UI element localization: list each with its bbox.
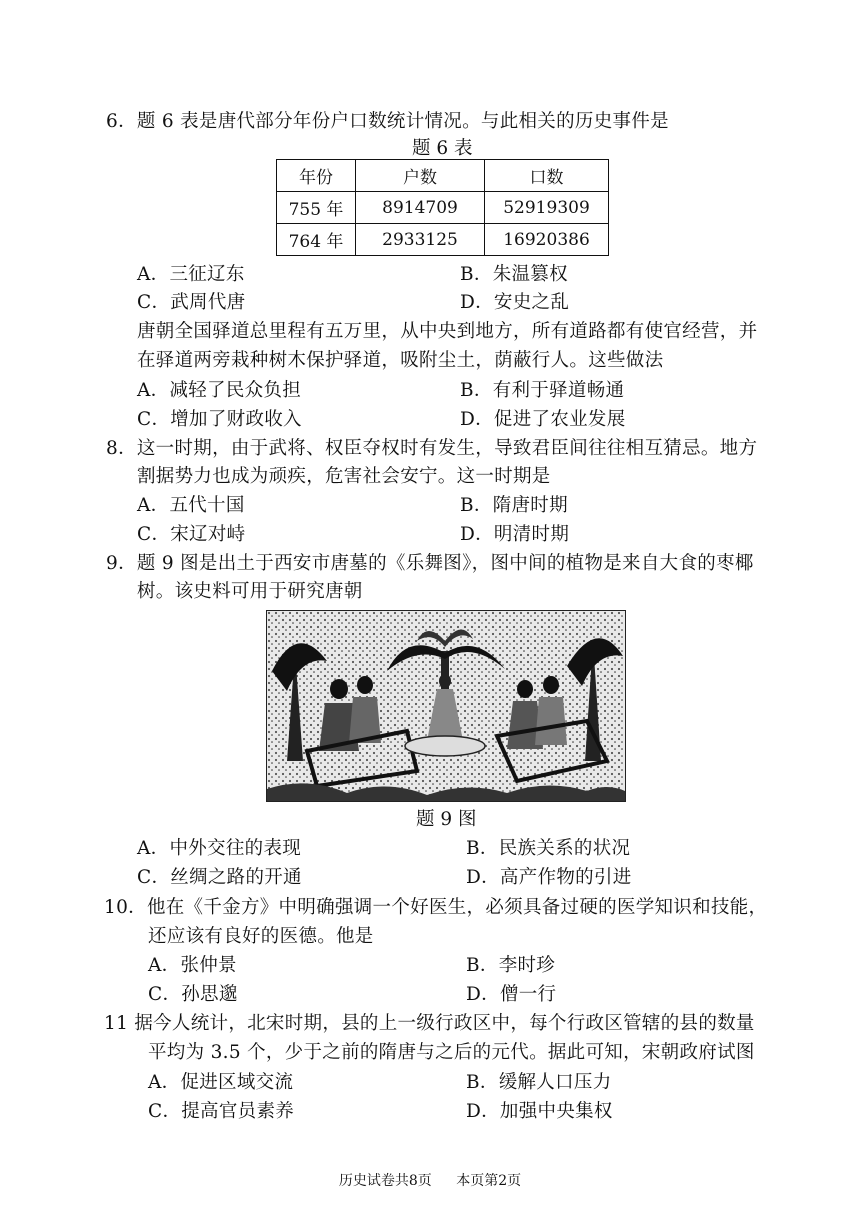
mural-illustration xyxy=(267,611,625,801)
q9-option-d: D．高产作物的引进 xyxy=(466,867,632,888)
table-cell: 2933125 xyxy=(356,224,485,256)
q10-option-d: D．僧一行 xyxy=(466,984,557,1005)
figure-9-caption: 题 9 图 xyxy=(416,809,477,830)
table-cell: 16920386 xyxy=(485,224,609,256)
q6-option-a: A．三征辽东 xyxy=(137,264,245,285)
q9-option-a: A．中外交往的表现 xyxy=(137,838,302,859)
q7-option-a: A．减轻了民众负担 xyxy=(137,380,302,401)
q10-option-c: C．孙思邈 xyxy=(148,984,238,1005)
table-row xyxy=(277,224,609,256)
footer-total-pages: 历史试卷共8页 xyxy=(338,1173,432,1189)
q10-option-b: B．李时珍 xyxy=(466,955,556,976)
footer-page-number: 本页第2页 xyxy=(456,1173,522,1189)
q10-stem-line2: 还应该有良好的医德。他是 xyxy=(148,926,374,947)
table-cell: 764 年 xyxy=(277,224,356,256)
q8-option-a: A．五代十国 xyxy=(137,495,245,516)
q9-option-b: B．民族关系的状况 xyxy=(466,838,631,859)
q9-stem-line1: 9．题 9 图是出土于西安市唐墓的《乐舞图》，图中间的植物是来自大食的枣椰 xyxy=(106,553,754,574)
q11-option-d: D．加强中央集权 xyxy=(466,1101,613,1122)
q11-stem-line1: 11 据今人统计，北宋时期，县的上一级行政区中，每个行政区管辖的县的数量 xyxy=(104,1013,755,1034)
q11-option-b: B．缓解人口压力 xyxy=(466,1072,612,1093)
table-cell: 755 年 xyxy=(277,192,356,224)
table-header-year: 年份 xyxy=(277,160,356,192)
q8-stem-line1: 8．这一时期，由于武将、权臣夺权时有发生，导致君臣间往往相互猜忌。地方 xyxy=(106,438,758,459)
q8-option-c: C．宋辽对峙 xyxy=(137,524,246,545)
q6-option-b: B．朱温篡权 xyxy=(460,264,568,285)
q11-stem-line2: 平均为 3.5 个，少于之前的隋唐与之后的元代。据此可知，宋朝政府试图 xyxy=(148,1042,755,1063)
table-6-title: 题 6 表 xyxy=(412,138,473,159)
q7-stem-line2: 在驿道两旁栽种树木保护驿道，吸附尘土，荫蔽行人。这些做法 xyxy=(137,350,664,371)
table-cell: 8914709 xyxy=(356,192,485,224)
q8-option-d: D．明清时期 xyxy=(460,524,570,545)
table-header-population: 口数 xyxy=(485,160,609,192)
music-dance-mural-image xyxy=(266,610,626,802)
q9-option-c: C．丝绸之路的开通 xyxy=(137,867,302,888)
q10-stem-line1: 10．他在《千金方》中明确强调一个好医生，必须具备过硬的医学知识和技能， xyxy=(104,897,768,918)
q8-option-b: B．隋唐时期 xyxy=(460,495,568,516)
q10-option-a: A．张仲景 xyxy=(148,955,237,976)
q6-option-c: C．武周代唐 xyxy=(137,292,246,313)
table-header-households: 户数 xyxy=(356,160,485,192)
q6-stem: 6．题 6 表是唐代部分年份户口数统计情况。与此相关的历史事件是 xyxy=(106,111,669,132)
q7-option-d: D．促进了农业发展 xyxy=(460,409,626,430)
table-cell: 52919309 xyxy=(485,192,609,224)
q6-option-d: D．安史之乱 xyxy=(460,292,570,313)
table-6 xyxy=(276,159,609,256)
table-row xyxy=(277,192,609,224)
q11-option-c: C．提高官员素养 xyxy=(148,1101,295,1122)
q9-stem-line2: 树。该史料可用于研究唐朝 xyxy=(137,581,363,602)
q7-option-b: B．有利于驿道畅通 xyxy=(460,380,625,401)
q11-option-a: A．促进区域交流 xyxy=(148,1072,294,1093)
q8-stem-line2: 割据势力也成为顽疾，危害社会安宁。这一时期是 xyxy=(137,466,551,487)
table-header-row xyxy=(277,160,609,192)
page-footer xyxy=(0,1170,860,1190)
q7-stem-line1: 唐朝全国驿道总里程有五万里，从中央到地方，所有道路都有使官经营，并 xyxy=(137,321,758,342)
q7-option-c: C．增加了财政收入 xyxy=(137,409,302,430)
